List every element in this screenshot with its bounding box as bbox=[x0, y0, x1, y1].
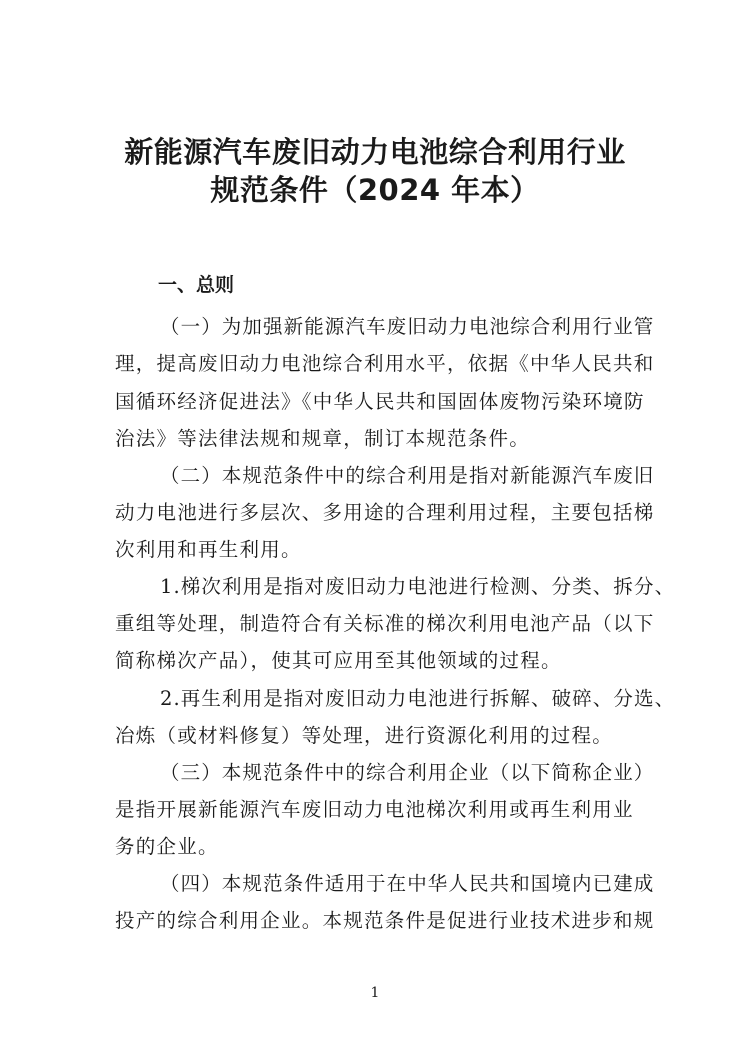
body-line: 务的企业。 bbox=[115, 835, 219, 858]
section-heading-general: 一、总则 bbox=[158, 274, 235, 296]
body-line: （三）本规范条件中的综合利用企业（以下简称企业） bbox=[160, 761, 655, 784]
body-line: 重组等处理，制造符合有关标准的梯次利用电池产品（以下 bbox=[115, 612, 655, 635]
body-line: 1.梯次利用是指对废旧动力电池进行检测、分类、拆分、 bbox=[160, 575, 676, 598]
body-line: 投产的综合利用企业。本规范条件是促进行业技术进步和规 bbox=[115, 909, 655, 932]
body-line: （四）本规范条件适用于在中华人民共和国境内已建成 bbox=[160, 872, 655, 895]
body-line: 简称梯次产品），使其可应用至其他领域的过程。 bbox=[115, 649, 562, 672]
body-line: 国循环经济促进法》《中华人民共和国固体废物污染环境防 bbox=[115, 390, 645, 413]
document-title-line-2: 规范条件（2024 年本） bbox=[210, 173, 540, 207]
body-line: 是指开展新能源汽车废旧动力电池梯次利用或再生利用业 bbox=[115, 798, 634, 821]
body-line: （一）为加强新能源汽车废旧动力电池综合利用行业管 bbox=[160, 315, 655, 338]
page-number: 1 bbox=[370, 985, 380, 1001]
body-line: 冶炼（或材料修复）等处理，进行资源化利用的过程。 bbox=[115, 724, 614, 747]
body-line: 治法》等法律法规和规章，制订本规范条件。 bbox=[115, 427, 531, 450]
document-title-line-1: 新能源汽车废旧动力电池综合利用行业 bbox=[124, 135, 626, 169]
body-line: 次利用和再生利用。 bbox=[115, 538, 302, 561]
body-line: 动力电池进行多层次、多用途的合理利用过程，主要包括梯 bbox=[115, 501, 655, 524]
body-line: 2.再生利用是指对废旧动力电池进行拆解、破碎、分选、 bbox=[160, 687, 676, 710]
body-line: 理，提高废旧动力电池综合利用水平，依据《中华人民共和 bbox=[115, 352, 655, 375]
body-line: （二）本规范条件中的综合利用是指对新能源汽车废旧 bbox=[160, 464, 655, 487]
